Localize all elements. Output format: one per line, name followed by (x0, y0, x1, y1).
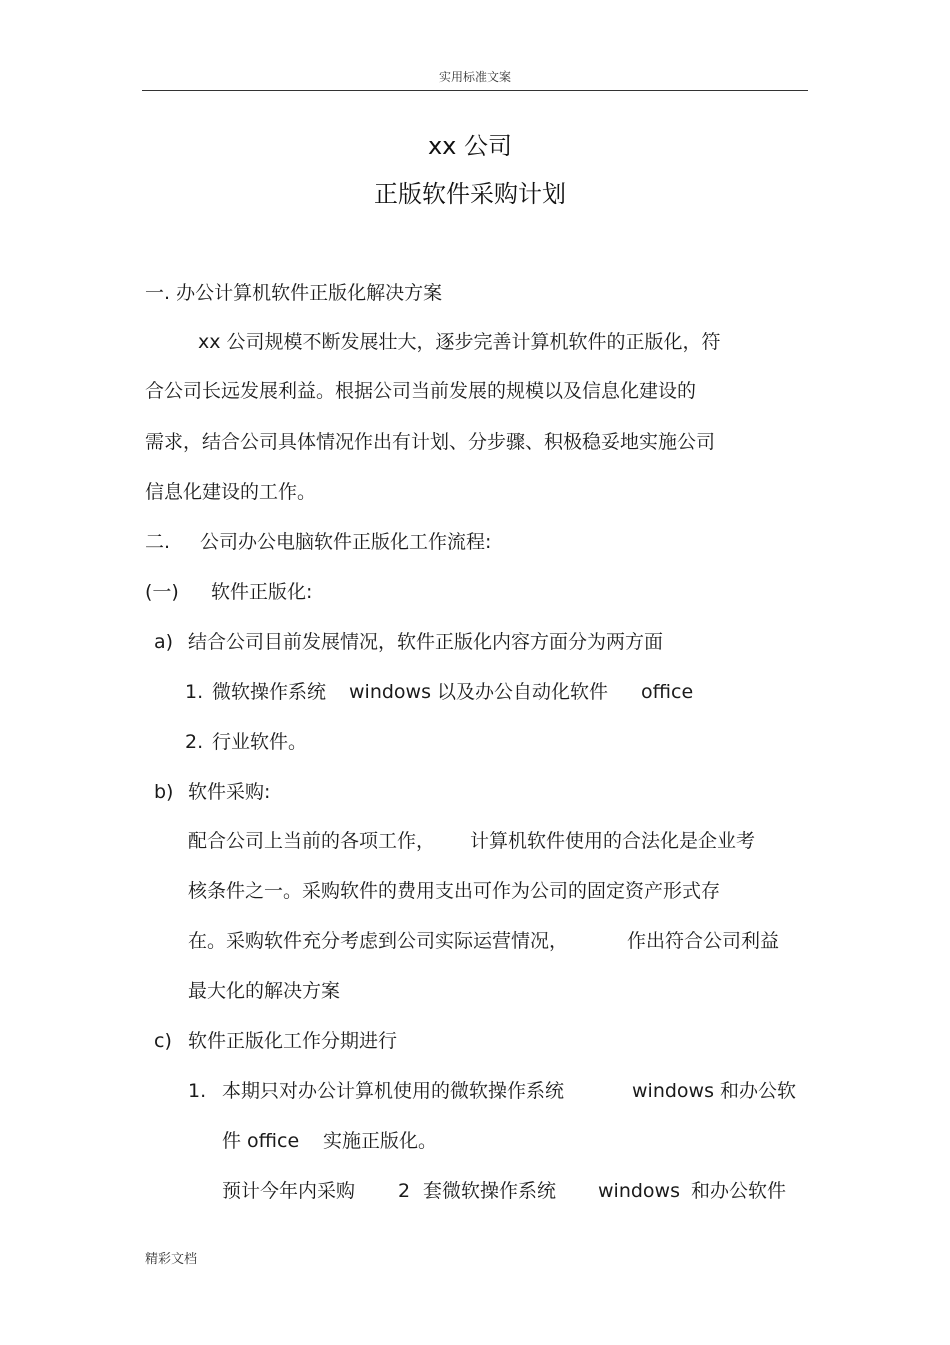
section-1-heading: 一. 办公计算机软件正版化解决方案 (145, 282, 443, 304)
item-c1-line-3a: 预计今年内采购 (222, 1180, 356, 1202)
item-c-text: 软件正版化工作分期进行 (188, 1030, 398, 1052)
item-c1-line-3b: 2 (398, 1180, 411, 1202)
item-b-marker: b) (154, 781, 174, 803)
item-b-paragraph-line-1a: 配合公司上当前的各项工作， (188, 830, 436, 852)
item-a1-number: 1. (185, 681, 204, 703)
item-b-paragraph-line-4: 最大化的解决方案 (188, 980, 341, 1002)
paragraph-1-line-3: 需求，结合公司具体情况作出有计划、分步骤、积极稳妥地实施公司 (145, 431, 716, 453)
item-c1-line-1a: 本期只对办公计算机使用的微软操作系统 (222, 1080, 565, 1102)
item-a-text: 结合公司目前发展情况，软件正版化内容方面分为两方面 (188, 631, 664, 653)
paragraph-1-line-4: 信息化建设的工作。 (145, 481, 317, 503)
item-a2-text: 行业软件。 (212, 731, 308, 753)
subsection-1-heading: 软件正版化: (211, 581, 313, 603)
page-footer: 精彩文档 (145, 1252, 198, 1267)
item-c1-line-2b: 实施正版化。 (323, 1130, 438, 1152)
paragraph-1-line-2: 合公司长远发展利益。根据公司当前发展的规模以及信息化建设的 (145, 380, 697, 402)
item-c1-number: 1. (188, 1080, 207, 1102)
item-a1-text-part-2: windows 以及办公自动化软件 (349, 681, 609, 703)
item-c-marker: c) (154, 1030, 172, 1052)
item-b-paragraph-line-3b: 作出符合公司利益 (627, 930, 780, 952)
item-b-text: 软件采购: (188, 781, 271, 803)
item-a-marker: a) (154, 631, 174, 653)
page-header: 实用标准文案 (438, 70, 511, 84)
section-2-heading: 公司办公电脑软件正版化工作流程: (200, 531, 492, 553)
item-c1-line-3e: 和办公软件 (691, 1180, 787, 1202)
item-c1-line-3c: 套微软操作系统 (423, 1180, 557, 1202)
item-c1-line-2a: 件 office (222, 1130, 300, 1152)
item-a1-text-part-1: 微软操作系统 (212, 681, 327, 703)
paragraph-1-line-1: xx 公司规模不断发展壮大，逐步完善计算机软件的正版化，符 (198, 331, 721, 353)
document-title-main: 正版软件采购计划 (374, 180, 566, 208)
item-b-paragraph-line-2: 核条件之一。采购软件的费用支出可作为公司的固定资产形式存 (188, 880, 721, 902)
item-b-paragraph-line-3a: 在。采购软件充分考虑到公司实际运营情况， (188, 930, 569, 952)
item-a2-number: 2. (185, 731, 204, 753)
document-title-company: xx 公司 (427, 132, 513, 160)
header-divider (142, 90, 808, 91)
subsection-1-marker: (一) (145, 581, 179, 603)
section-2-marker: 二. (145, 531, 171, 553)
item-a1-text-part-3: office (641, 681, 694, 703)
item-c1-line-1b: windows 和办公软 (632, 1080, 797, 1102)
item-c1-line-3d: windows (598, 1180, 680, 1202)
item-b-paragraph-line-1b: 计算机软件使用的合法化是企业考 (470, 830, 756, 852)
